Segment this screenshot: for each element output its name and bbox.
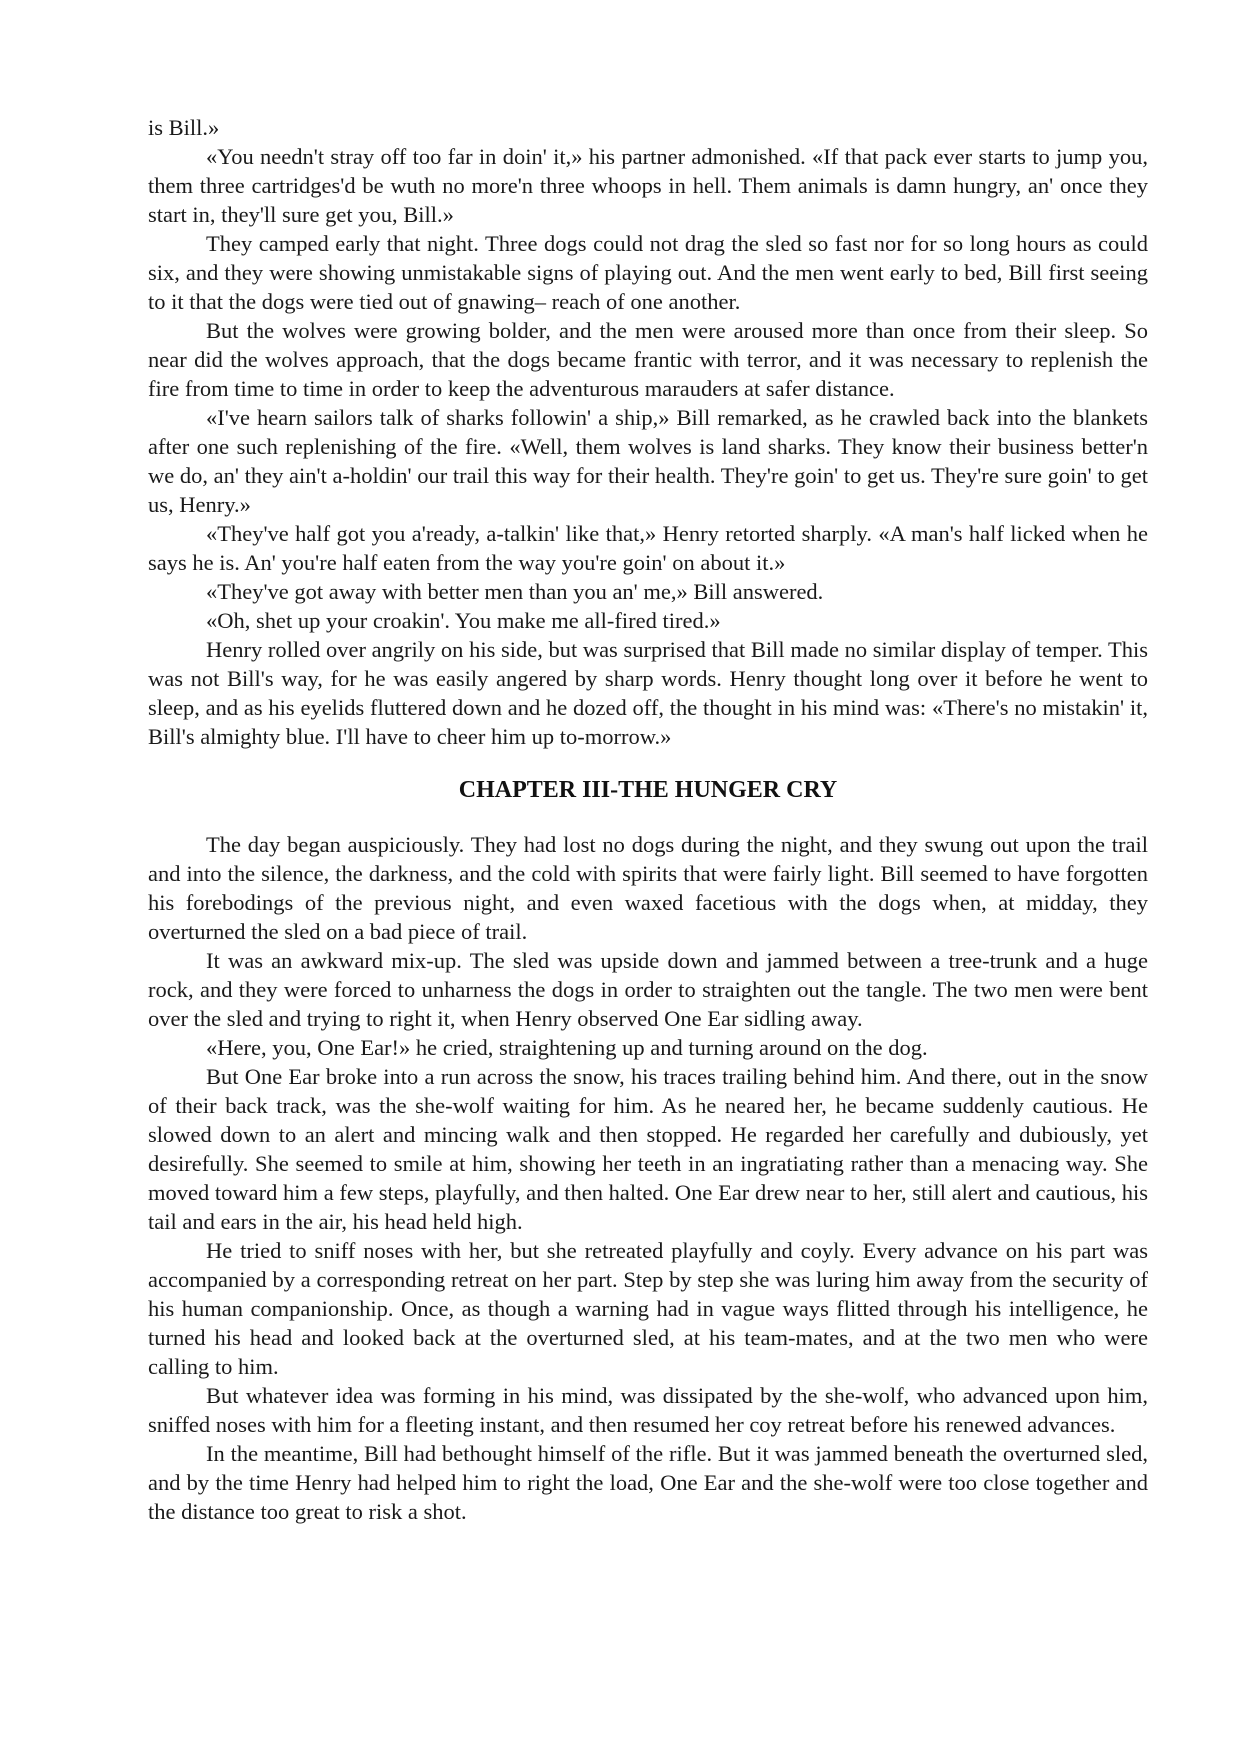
paragraph: He tried to sniff noses with her, but she retreated playfully and coyly. Every advance on his part was accompanied by a corresponding retreat on her part. Step by step she was luring him away from the security of his human companionship. Once, as though a warning had in vague ways flitted through his intelligence, he turned his head and looked back at the overturned sled, at his team-mates, and at the two men who were calling to him. <box>148 1238 1148 1379</box>
paragraph: It was an awkward mix-up. The sled was upside down and jammed between a tree-trunk and a huge rock, and they were forced to unharness the dogs in order to straighten out the tangle. The two men were bent over the sled and trying to right it, when Henry observed One Ear sidling away. <box>148 948 1148 1031</box>
chapter-title: CHAPTER III-THE HUNGER CRY <box>458 777 838 803</box>
paragraph: They camped early that night. Three dogs could not drag the sled so fast nor for so long hours as could six, and they were showing unmistakable signs of playing out. And the men went early to bed, Bill first seeing to it that the dogs were tied out of gnawing– reach of one another. <box>148 231 1148 314</box>
paragraph: «Oh, shet up your croakin'. You make me all-fired tired.» <box>206 608 721 633</box>
paragraph: But One Ear broke into a run across the snow, his traces trailing behind him. And there, out in the snow of their back track, was the she-wolf waiting for him. As he neared her, he became suddenly cautious. He slowed down to an alert and mincing walk and then stopped. He regarded her carefully and dubiously, yet desirefully. She seemed to smile at him, showing her teeth in an ingratiating rather than a menacing way. She moved toward him a few steps, playfully, and then halted. One Ear drew near to her, still alert and cautious, his tail and ears in the air, his head held high. <box>148 1064 1148 1234</box>
paragraph: «Here, you, One Ear!» he cried, straightening up and turning around on the dog. <box>206 1035 928 1060</box>
paragraph: «They've got away with better men than you an' me,» Bill answered. <box>206 579 824 604</box>
section-before <box>148 113 1148 751</box>
paragraph: The day began auspiciously. They had lost no dogs during the night, and they swung out upon the trail and into the silence, the darkness, and the cold with spirits that were fairly light. Bill seemed to have forgotten his forebodings of the previous night, and even waxed facetious with the dogs when, at midday, they overturned the sled on a bad piece of trail. <box>148 832 1148 944</box>
paragraph: In the meantime, Bill had bethought himself of the rifle. But it was jammed beneath the overturned sled, and by the time Henry had helped him to right the load, One Ear and the she-wolf were too close together and the distance too great to risk a shot. <box>148 1441 1148 1524</box>
paragraph: «They've half got you a'ready, a-talkin' like that,» Henry retorted sharply. «A man's half licked when he says he is. An' you're half eaten from the way you're goin' on about it.» <box>148 521 1148 575</box>
paragraph: But whatever idea was forming in his mind, was dissipated by the she-wolf, who advanced upon him, sniffed noses with him for a fleeting instant, and then resumed her coy retreat before his renewed advances. <box>148 1383 1148 1437</box>
paragraph: «I've hearn sailors talk of sharks followin' a ship,» Bill remarked, as he crawled back into the blankets after one such replenishing of the fire. «Well, them wolves is land sharks. They know their business better'n we do, an' they ain't a-holdin' our trail this way for their health. They're goin' to get us. They're sure goin' to get us, Henry.» <box>148 405 1148 517</box>
paragraph: Henry rolled over angrily on his side, but was surprised that Bill made no similar display of temper. This was not Bill's way, for he was easily angered by sharp words. Henry thought long over it before he went to sleep, and as his eyelids fluttered down and he dozed off, the thought in his mind was: «There's no mistakin' it, Bill's almighty blue. I'll have to cheer him up to-morrow.» <box>148 637 1148 749</box>
paragraph: But the wolves were growing bolder, and the men were aroused more than once from their sleep. So near did the wolves approach, that the dogs became frantic with terror, and it was necessary to replenish the fire from time to time in order to keep the adventurous marauders at safer distance. <box>148 318 1148 401</box>
paragraph: is Bill.» <box>148 115 220 140</box>
document-page <box>148 113 1148 1526</box>
chapter-body <box>148 830 1148 1526</box>
paragraph: «You needn't stray off too far in doin' it,» his partner admonished. «If that pack ever starts to jump you, them three cartridges'd be wuth no more'n three whoops in hell. Them animals is damn hungry, an' once they start in, they'll sure get you, Bill.» <box>148 144 1148 227</box>
